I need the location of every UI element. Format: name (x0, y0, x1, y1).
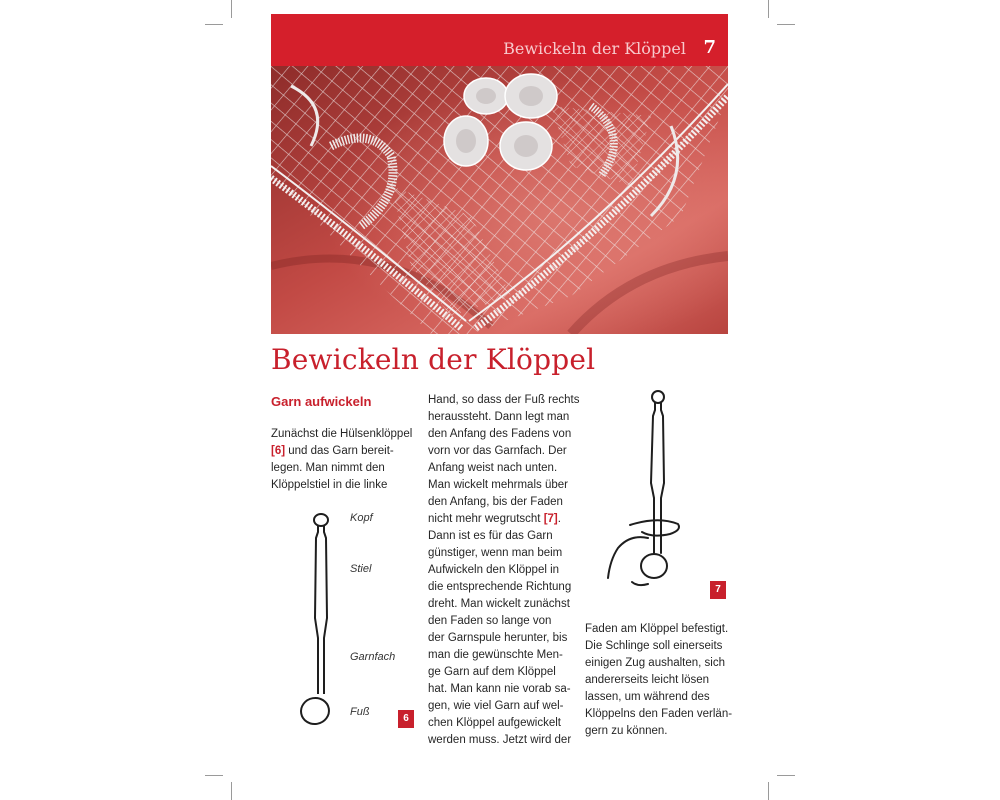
crop-mark (231, 0, 232, 18)
text-line: einigen Zug aushalten, sich (585, 657, 726, 669)
figure-reference: [7] (543, 513, 558, 525)
crop-mark (777, 24, 795, 25)
running-title: Bewickeln der Klöppel (503, 39, 686, 58)
text-line: günstiger, wenn man beim (428, 547, 563, 559)
text-column-1 (271, 426, 411, 494)
crop-mark (768, 0, 769, 18)
text-line: lassen, um während des (585, 691, 710, 703)
lace-photo (271, 66, 728, 334)
text-line: gern zu können. (585, 725, 668, 737)
text-line: gen, wie viel Garn auf wel- (428, 700, 564, 712)
page-number: 7 (703, 37, 716, 58)
crop-mark (205, 775, 223, 776)
text-line: dreht. Man wickelt zunächst (428, 598, 570, 610)
text-line: Klöppelstiel in die linke (271, 479, 388, 491)
text-line: chen Klöppel aufgewickelt (428, 717, 561, 729)
header-bar (271, 14, 728, 66)
text-line: den Faden so lange von (428, 615, 552, 627)
text-column-3 (585, 621, 733, 740)
text-line: [6] und das Garn bereit- (271, 445, 394, 457)
label-head: Kopf (350, 512, 373, 524)
section-heading: Garn aufwickeln (271, 394, 372, 409)
text-line: Klöppelns den Faden verlän- (585, 708, 733, 720)
text-line: hat. Man kann nie vorab sa- (428, 683, 571, 695)
text-line: Dann ist es für das Garn (428, 530, 553, 542)
text-line: heraussteht. Dann legt man (428, 411, 570, 423)
bobbin-figure-6 (295, 508, 345, 728)
figure-reference: [6] (271, 445, 286, 457)
label-shaft: Stiel (350, 563, 372, 575)
text-line: Faden am Klöppel befestigt. (585, 623, 729, 635)
text-line: Die Schlinge soll einerseits (585, 640, 723, 652)
text-line: Man wickelt mehrmals über (428, 479, 568, 491)
text-line: den Anfang, bis der Faden (428, 496, 563, 508)
text-line: die entsprechende Richtung (428, 581, 572, 593)
text-column-2 (428, 392, 580, 749)
text-line: man die gewünschte Men- (428, 649, 563, 661)
lace-illustration (271, 66, 728, 334)
crop-mark (205, 24, 223, 25)
text-line: Zunächst die Hülsenklöppel (271, 428, 413, 440)
text-line: der Garnspule herunter, bis (428, 632, 568, 644)
label-yarn-compartment: Garnfach (350, 651, 396, 663)
winding-figure-7 (600, 388, 690, 588)
label-foot: Fuß (350, 706, 370, 718)
figure-number-badge: 7 (710, 581, 726, 599)
text-line: werden muss. Jetzt wird der (428, 734, 572, 746)
text-line: Aufwickeln den Klöppel in (428, 564, 560, 576)
text-line: vorn vor das Garnfach. Der (428, 445, 567, 457)
text-line: ge Garn auf dem Klöppel (428, 666, 556, 678)
crop-mark (777, 775, 795, 776)
crop-mark (768, 782, 769, 800)
text-line: den Anfang des Fadens von (428, 428, 572, 440)
text-line: Hand, so dass der Fuß rechts (428, 394, 580, 406)
text-line: nicht mehr wegrutscht [7]. (428, 513, 561, 525)
figure-number-badge: 6 (398, 710, 414, 728)
crop-mark (231, 782, 232, 800)
chapter-title: Bewickeln der Klöppel (271, 343, 596, 376)
text-line: legen. Man nimmt den (271, 462, 385, 474)
text-line: andererseits leicht lösen (585, 674, 710, 686)
text-line: Anfang weist nach unten. (428, 462, 558, 474)
